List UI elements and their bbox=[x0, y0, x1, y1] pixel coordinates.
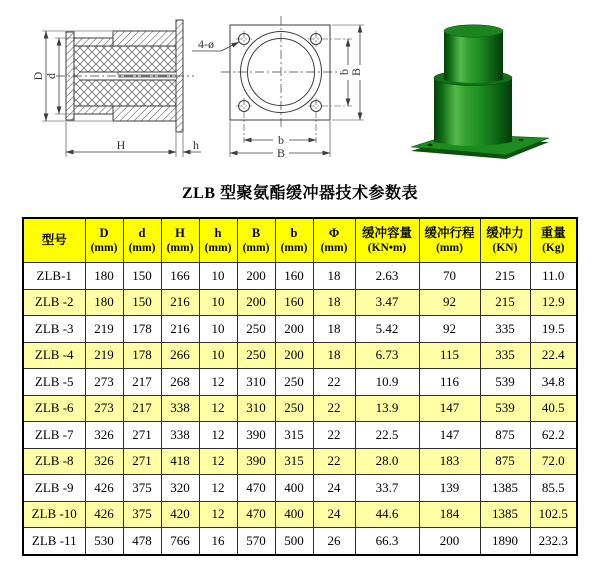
table-row bbox=[23, 475, 577, 502]
dim-label-H: H bbox=[116, 138, 126, 152]
value-cell: 232.3 bbox=[530, 528, 577, 555]
value-cell: 539 bbox=[480, 369, 530, 396]
value-cell: 766 bbox=[161, 528, 199, 555]
value-cell: 33.7 bbox=[355, 475, 419, 502]
table-header bbox=[23, 218, 577, 263]
value-cell: 418 bbox=[161, 448, 199, 475]
col-label: 缓冲行程 bbox=[424, 225, 475, 240]
value-cell: 22.5 bbox=[355, 422, 419, 449]
table-row bbox=[23, 316, 577, 343]
table-row bbox=[23, 263, 577, 290]
col-header-D bbox=[85, 218, 123, 263]
value-cell: 1890 bbox=[480, 528, 530, 555]
value-cell: 147 bbox=[419, 422, 480, 449]
value-cell: 273 bbox=[85, 369, 123, 396]
value-cell: 375 bbox=[123, 501, 161, 528]
col-label: h bbox=[214, 225, 222, 240]
col-header-weight bbox=[530, 218, 577, 263]
col-unit: (mm) bbox=[242, 242, 270, 255]
col-header-B bbox=[237, 218, 275, 263]
col-label: 型号 bbox=[41, 233, 67, 248]
table-row bbox=[23, 501, 577, 528]
value-cell: 216 bbox=[161, 316, 199, 343]
col-header-model bbox=[23, 218, 85, 263]
value-cell: 1385 bbox=[480, 501, 530, 528]
col-unit: (KN) bbox=[492, 242, 518, 255]
value-cell: 271 bbox=[123, 448, 161, 475]
value-cell: 115 bbox=[419, 342, 480, 369]
value-cell: 5.42 bbox=[355, 316, 419, 343]
value-cell: 390 bbox=[237, 422, 275, 449]
model-cell: ZLB -9 bbox=[23, 475, 85, 502]
value-cell: 160 bbox=[275, 289, 313, 316]
value-cell: 215 bbox=[480, 263, 530, 290]
model-cell: ZLB -3 bbox=[23, 316, 85, 343]
value-cell: 22 bbox=[313, 422, 355, 449]
value-cell: 18 bbox=[313, 342, 355, 369]
value-cell: 315 bbox=[275, 448, 313, 475]
value-cell: 22 bbox=[313, 448, 355, 475]
col-label: 缓冲容量 bbox=[361, 225, 412, 240]
col-unit: (KN•m) bbox=[367, 242, 407, 255]
value-cell: 335 bbox=[480, 316, 530, 343]
value-cell: 12 bbox=[199, 369, 237, 396]
value-cell: 200 bbox=[275, 316, 313, 343]
value-cell: 150 bbox=[123, 289, 161, 316]
table-row bbox=[23, 422, 577, 449]
col-header-phi bbox=[313, 218, 355, 263]
table-row bbox=[23, 528, 577, 555]
value-cell: 102.5 bbox=[530, 501, 577, 528]
plate-bolt-hole bbox=[519, 139, 524, 141]
value-cell: 400 bbox=[275, 475, 313, 502]
value-cell: 478 bbox=[123, 528, 161, 555]
value-cell: 271 bbox=[123, 422, 161, 449]
col-label: D bbox=[99, 225, 109, 240]
table-row bbox=[23, 342, 577, 369]
value-cell: 250 bbox=[237, 316, 275, 343]
value-cell: 72.0 bbox=[530, 448, 577, 475]
value-cell: 178 bbox=[123, 342, 161, 369]
value-cell: 12 bbox=[199, 395, 237, 422]
model-cell: ZLB -6 bbox=[23, 395, 85, 422]
value-cell: 116 bbox=[419, 369, 480, 396]
page-title: ZLB 型聚氨酯缓冲器技术参数表 bbox=[181, 185, 419, 202]
value-cell: 147 bbox=[419, 395, 480, 422]
table-body bbox=[23, 263, 577, 555]
model-cell: ZLB -10 bbox=[23, 501, 85, 528]
dim-label-d: d bbox=[44, 73, 58, 79]
col-header-capacity bbox=[355, 218, 419, 263]
col-unit: (mm) bbox=[204, 242, 232, 255]
col-unit: (mm) bbox=[320, 242, 348, 255]
col-label: b bbox=[290, 225, 298, 240]
value-cell: 24 bbox=[313, 501, 355, 528]
col-unit: (mm) bbox=[436, 242, 463, 255]
value-cell: 217 bbox=[123, 395, 161, 422]
value-cell: 470 bbox=[237, 475, 275, 502]
value-cell: 12 bbox=[199, 501, 237, 528]
value-cell: 250 bbox=[237, 342, 275, 369]
value-cell: 10 bbox=[199, 263, 237, 290]
value-cell: 184 bbox=[419, 501, 480, 528]
col-label: 重量 bbox=[540, 225, 566, 240]
value-cell: 24 bbox=[313, 475, 355, 502]
value-cell: 10.9 bbox=[355, 369, 419, 396]
value-cell: 44.6 bbox=[355, 501, 419, 528]
col-header-d bbox=[123, 218, 161, 263]
value-cell: 326 bbox=[85, 422, 123, 449]
product-3d-render bbox=[411, 25, 549, 159]
value-cell: 570 bbox=[237, 528, 275, 555]
value-cell: 426 bbox=[85, 475, 123, 502]
col-header-h bbox=[199, 218, 237, 263]
value-cell: 18 bbox=[313, 289, 355, 316]
side-section-drawing bbox=[31, 20, 201, 157]
plate-bolt-hole bbox=[428, 144, 433, 146]
spec-table bbox=[22, 217, 578, 556]
value-cell: 166 bbox=[161, 263, 199, 290]
value-cell: 10 bbox=[199, 289, 237, 316]
col-header-b bbox=[275, 218, 313, 263]
value-cell: 70 bbox=[419, 263, 480, 290]
value-cell: 500 bbox=[275, 528, 313, 555]
value-cell: 183 bbox=[419, 448, 480, 475]
col-label: B bbox=[251, 225, 261, 240]
col-header-force bbox=[480, 218, 530, 263]
value-cell: 12.9 bbox=[530, 289, 577, 316]
value-cell: 250 bbox=[275, 395, 313, 422]
value-cell: 315 bbox=[275, 422, 313, 449]
value-cell: 539 bbox=[480, 395, 530, 422]
value-cell: 530 bbox=[85, 528, 123, 555]
col-unit: (Kg) bbox=[542, 242, 565, 255]
value-cell: 219 bbox=[85, 342, 123, 369]
value-cell: 338 bbox=[161, 395, 199, 422]
value-cell: 18 bbox=[313, 263, 355, 290]
col-unit: (mm) bbox=[128, 242, 156, 255]
value-cell: 180 bbox=[85, 263, 123, 290]
upper-cylinder-top bbox=[444, 25, 503, 37]
value-cell: 1385 bbox=[480, 475, 530, 502]
model-cell: ZLB -5 bbox=[23, 369, 85, 396]
value-cell: 26 bbox=[313, 528, 355, 555]
value-cell: 12 bbox=[199, 475, 237, 502]
col-label: 缓冲力 bbox=[486, 225, 524, 240]
value-cell: 400 bbox=[275, 501, 313, 528]
table-row bbox=[23, 395, 577, 422]
value-cell: 215 bbox=[480, 289, 530, 316]
value-cell: 66.3 bbox=[355, 528, 419, 555]
value-cell: 273 bbox=[85, 395, 123, 422]
value-cell: 92 bbox=[419, 289, 480, 316]
value-cell: 10 bbox=[199, 342, 237, 369]
value-cell: 200 bbox=[237, 263, 275, 290]
value-cell: 3.47 bbox=[355, 289, 419, 316]
dim-label-b-right: b bbox=[337, 69, 351, 75]
front-view-drawing bbox=[192, 16, 364, 160]
value-cell: 16 bbox=[199, 528, 237, 555]
value-cell: 875 bbox=[480, 422, 530, 449]
lower-cylinder bbox=[434, 78, 512, 146]
value-cell: 470 bbox=[237, 501, 275, 528]
value-cell: 320 bbox=[161, 475, 199, 502]
value-cell: 390 bbox=[237, 448, 275, 475]
col-label: H bbox=[175, 225, 185, 240]
col-header-stroke bbox=[419, 218, 480, 263]
value-cell: 18 bbox=[313, 316, 355, 343]
dim-label-h: h bbox=[193, 138, 199, 152]
dim-label-D: D bbox=[31, 71, 45, 81]
value-cell: 22 bbox=[313, 395, 355, 422]
value-cell: 268 bbox=[161, 369, 199, 396]
col-label: Φ bbox=[328, 225, 340, 240]
value-cell: 178 bbox=[123, 316, 161, 343]
dim-label-B-right: B bbox=[349, 67, 363, 77]
value-cell: 200 bbox=[419, 528, 480, 555]
value-cell: 139 bbox=[419, 475, 480, 502]
model-cell: ZLB -4 bbox=[23, 342, 85, 369]
value-cell: 426 bbox=[85, 501, 123, 528]
value-cell: 2.63 bbox=[355, 263, 419, 290]
dim-label-b-bottom: b bbox=[278, 133, 284, 147]
value-cell: 310 bbox=[237, 395, 275, 422]
value-cell: 160 bbox=[275, 263, 313, 290]
table-row bbox=[23, 448, 577, 475]
value-cell: 338 bbox=[161, 422, 199, 449]
value-cell: 310 bbox=[237, 369, 275, 396]
value-cell: 6.73 bbox=[355, 342, 419, 369]
model-cell: ZLB-1 bbox=[23, 263, 85, 290]
header-row bbox=[23, 218, 577, 263]
value-cell: 875 bbox=[480, 448, 530, 475]
value-cell: 40.5 bbox=[530, 395, 577, 422]
value-cell: 62.2 bbox=[530, 422, 577, 449]
value-cell: 326 bbox=[85, 448, 123, 475]
value-cell: 335 bbox=[480, 342, 530, 369]
col-label: d bbox=[138, 225, 146, 240]
value-cell: 180 bbox=[85, 289, 123, 316]
col-header-H bbox=[161, 218, 199, 263]
technical-drawings bbox=[0, 0, 600, 172]
value-cell: 200 bbox=[275, 342, 313, 369]
table-row bbox=[23, 369, 577, 396]
value-cell: 200 bbox=[237, 289, 275, 316]
value-cell: 13.9 bbox=[355, 395, 419, 422]
value-cell: 420 bbox=[161, 501, 199, 528]
col-unit: (mm) bbox=[166, 242, 194, 255]
col-unit: (mm) bbox=[90, 242, 118, 255]
value-cell: 250 bbox=[275, 369, 313, 396]
value-cell: 22 bbox=[313, 369, 355, 396]
model-cell: ZLB -8 bbox=[23, 448, 85, 475]
value-cell: 216 bbox=[161, 289, 199, 316]
value-cell: 217 bbox=[123, 369, 161, 396]
value-cell: 12 bbox=[199, 448, 237, 475]
value-cell: 92 bbox=[419, 316, 480, 343]
value-cell: 12 bbox=[199, 422, 237, 449]
value-cell: 85.5 bbox=[530, 475, 577, 502]
value-cell: 34.8 bbox=[530, 369, 577, 396]
dim-label-B-bottom: B bbox=[276, 146, 286, 160]
model-cell: ZLB -7 bbox=[23, 422, 85, 449]
value-cell: 28.0 bbox=[355, 448, 419, 475]
model-cell: ZLB -11 bbox=[23, 528, 85, 555]
holes-callout-label: 4-ø bbox=[198, 37, 214, 51]
table-row bbox=[23, 289, 577, 316]
value-cell: 219 bbox=[85, 316, 123, 343]
value-cell: 19.5 bbox=[530, 316, 577, 343]
value-cell: 266 bbox=[161, 342, 199, 369]
upper-cylinder bbox=[444, 31, 503, 83]
value-cell: 22.4 bbox=[530, 342, 577, 369]
value-cell: 375 bbox=[123, 475, 161, 502]
value-cell: 10 bbox=[199, 316, 237, 343]
col-unit: (mm) bbox=[280, 242, 308, 255]
value-cell: 11.0 bbox=[530, 263, 577, 290]
model-cell: ZLB -2 bbox=[23, 289, 85, 316]
value-cell: 150 bbox=[123, 263, 161, 290]
